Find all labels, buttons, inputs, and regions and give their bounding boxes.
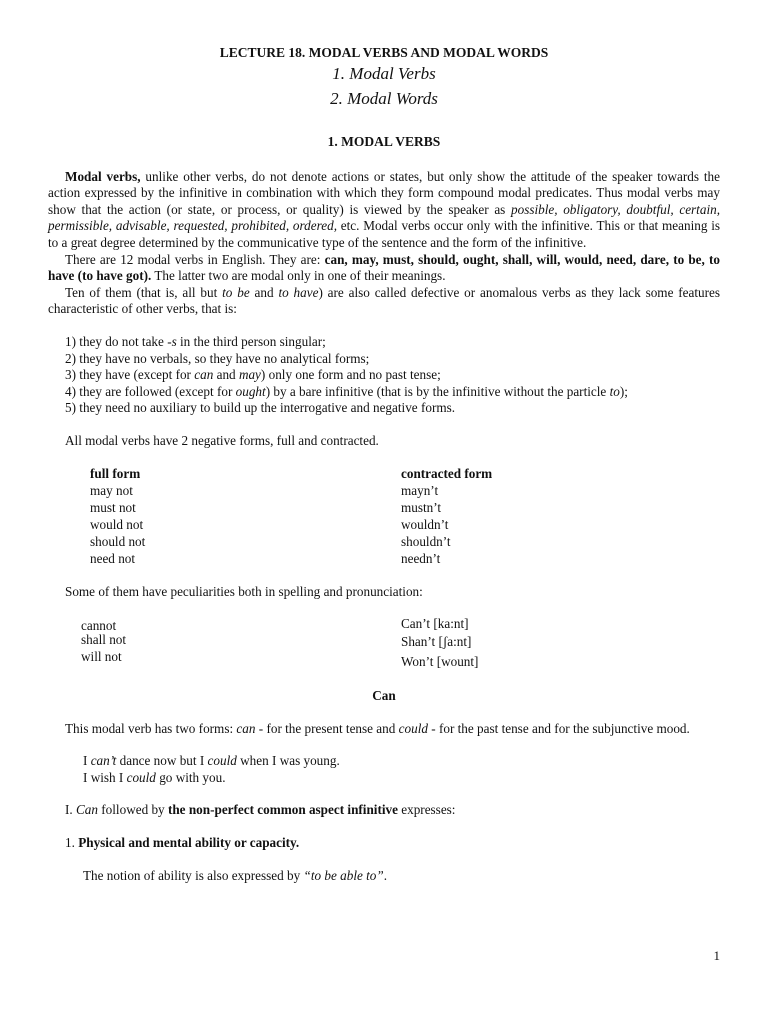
negative-forms-intro: All modal verbs have 2 negative forms, full and contracted. [65,432,379,448]
toc-item-modal-words: 2. Modal Words [330,89,438,108]
list-item: 4) they are followed (except for ought) by a bare infinitive (that is by the infinitive without the particle to); [65,383,628,399]
document-page [48,0,720,884]
table-row: cannot Can’t [ka:nt] [81,616,469,634]
paragraph-modal-list: There are 12 modal verbs in English. They are: can, may, must, should, ought, shall, will, would, need, dare, to be, to have (to have got). The latter two are modal only in one of their meanings. [48,251,720,284]
table-row: may not mayn’t [90,482,439,498]
example-sentence: I wish I could go with you. [83,769,226,785]
paragraph-can-forms: This modal verb has two forms: can - for the present tense and could - for the past tense and for the subjunctive mood. [65,720,690,736]
toc-item-modal-verbs: 1. Modal Verbs [332,64,436,83]
table-row: will not Won’t [wount] [81,649,479,670]
table-row: must not mustn’t [90,499,442,515]
column-header-contracted: contracted form [401,465,493,481]
list-item: 3) they have (except for can and may) only one form and no past tense; [65,367,441,383]
peculiarities-intro: Some of them have peculiarities both in spelling and pronunciation: [65,583,423,599]
table-row: shall not Shan’t [ʃa:nt] [81,632,472,650]
table-row: would not wouldn’t [90,516,449,532]
lecture-title: LECTURE 18. MODAL VERBS AND MODAL WORDS [219,45,549,60]
example-sentence: I can’t dance now but I could when I was young. [83,753,340,769]
paragraph-definition: Modal verbs, unlike other verbs, do not denote actions or states, but only show the attitude of the speaker towards the action expressed by the infinitive in combination with which they form compound modal predicates. Thus modal verbs may show that the action (or state, or process, or quality) is viewed by the speaker as possible, obligatory, doubtful, certain, permissible, advisable, requested, prohibited, ordered, etc. Modal verbs occur only with the infinitive. This or that meaning is to a great degree determined by the communicative type of the sentence and the form of the infinitive. [48,168,721,250]
section-heading-modal-verbs: 1. MODAL VERBS [327,134,441,149]
subsection-can-nonperfect: I. Can followed by the non-perfect common aspect infinitive expresses: [65,802,456,818]
term-modal-verbs: Modal verbs, [65,168,141,184]
subsection-ability: 1. Physical and mental ability or capacity. [65,835,300,851]
list-item: 5) they need no auxiliary to build up the interrogative and negative forms. [65,400,456,416]
paragraph-ability-note: The notion of ability is also expressed by “to be able to”. [83,867,388,883]
paragraph-defective: Ten of them (that is, all but to be and to have) are also called defective or anomalous verbs as they lack some features characteristic of other verbs, that is: [48,284,720,317]
list-item: 2) they have no verbals, so they have no analytical forms; [65,350,370,366]
features-list [48,334,720,417]
negative-forms-table [48,466,720,568]
list-item: 1) they do not take -s in the third person singular; [65,333,326,349]
table-header-row [48,466,720,483]
table-row: should not shouldn’t [90,533,451,549]
peculiarities-table [48,616,720,671]
section-heading-can: Can [372,688,396,704]
column-header-full: full form [90,465,141,481]
table-row: need not needn’t [90,550,441,566]
page-number: 1 [713,948,720,963]
